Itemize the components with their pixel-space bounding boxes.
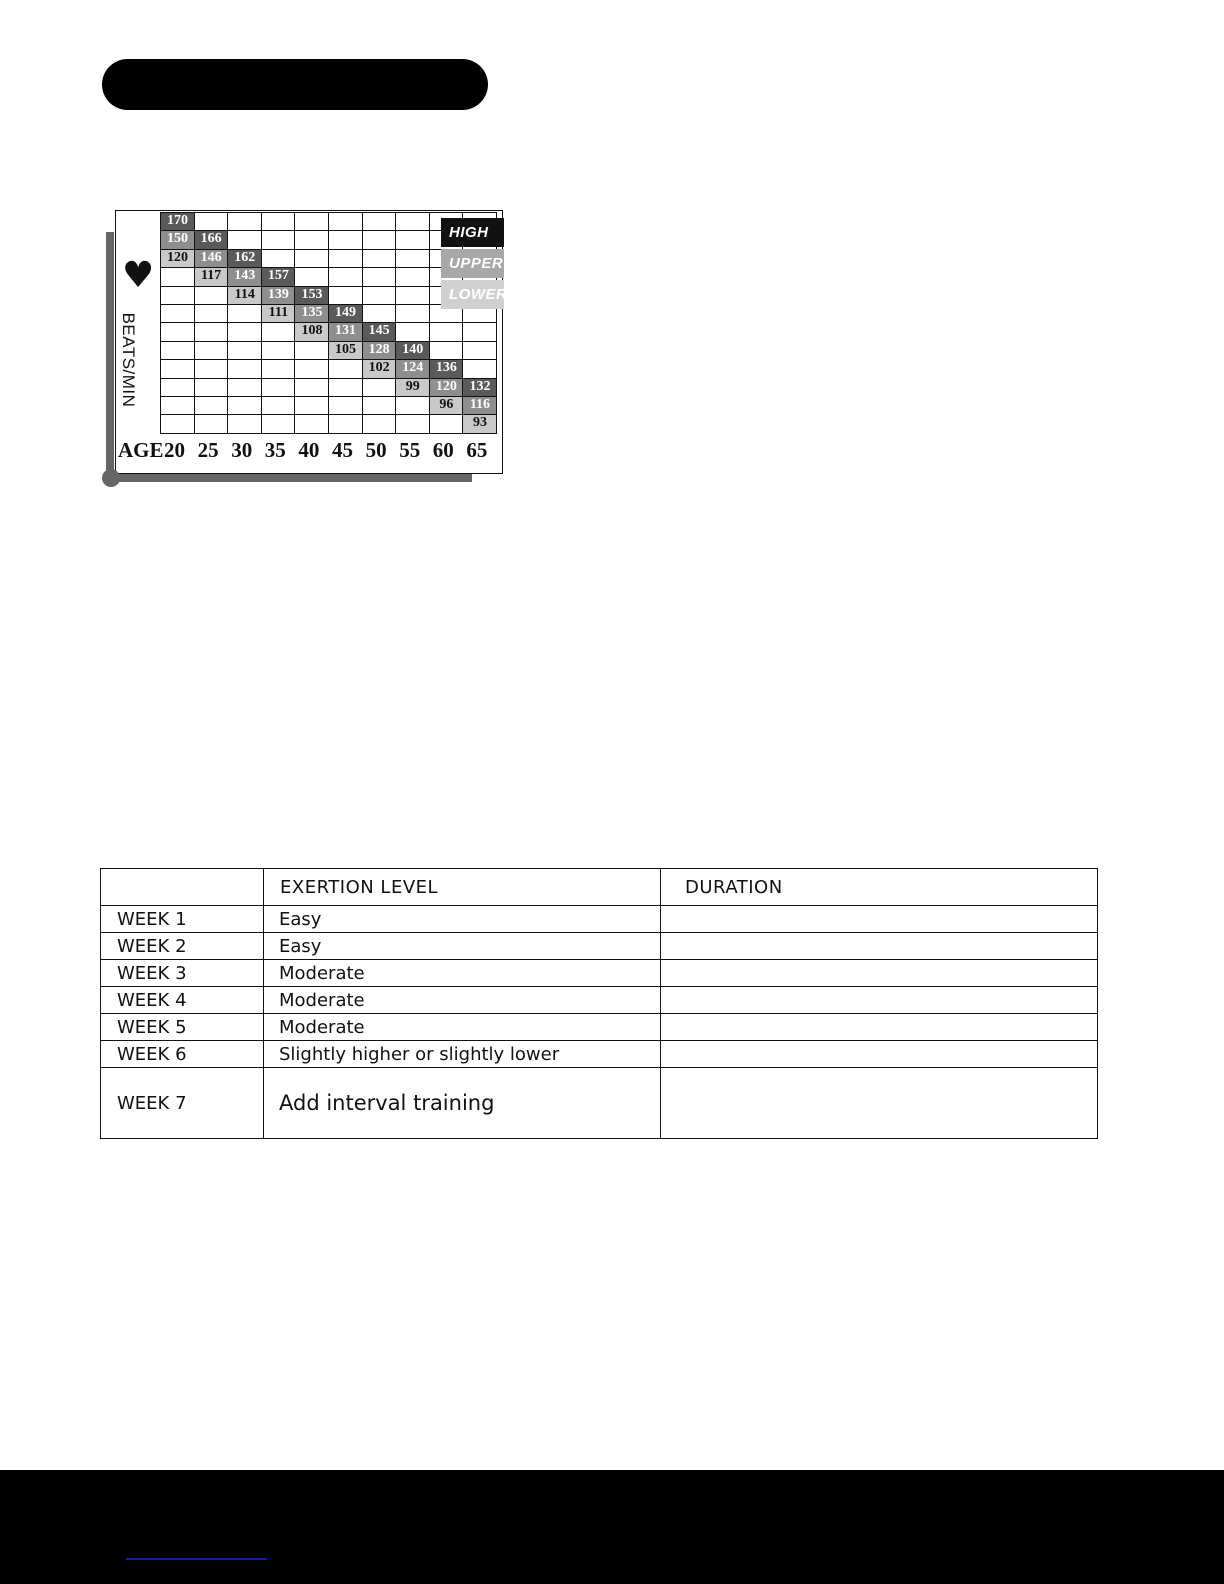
exercise-plan-table — [100, 868, 1098, 1139]
y-axis-label: BEATS/MIN — [119, 312, 138, 408]
grid-cell — [462, 322, 497, 342]
hr-cell-upper: 120 — [429, 378, 464, 398]
hr-cell-upper: 139 — [261, 286, 296, 306]
week-cell: WEEK 1 — [101, 906, 264, 933]
grid-cell — [261, 378, 296, 398]
grid-cell — [328, 359, 363, 379]
hr-cell-high: 170 — [160, 212, 195, 232]
footer-bar — [0, 1470, 1224, 1584]
exertion-cell: Moderate — [264, 987, 661, 1014]
x-tick-label: 50 — [365, 438, 387, 462]
grid-cell — [261, 212, 296, 232]
x-tick-label: 40 — [298, 438, 320, 462]
table-row — [101, 933, 1098, 960]
grid-cell — [362, 378, 397, 398]
heart-rate-chart — [100, 208, 510, 493]
header-exertion-level: EXERTION LEVEL — [264, 869, 661, 906]
grid-cell — [261, 249, 296, 269]
grid-cell — [395, 286, 430, 306]
grid-cell — [328, 267, 363, 287]
grid-cell — [429, 322, 464, 342]
hr-cell-lower: 99 — [395, 378, 430, 398]
grid-cell — [194, 359, 229, 379]
grid-cell — [328, 212, 363, 232]
duration-cell — [661, 933, 1098, 960]
exertion-cell: Moderate — [264, 960, 661, 987]
grid-cell — [294, 378, 329, 398]
grid-cell — [395, 396, 430, 416]
legend-lower: LOWER — [441, 280, 504, 309]
hr-cell-upper: 131 — [328, 322, 363, 342]
grid-cell — [328, 396, 363, 416]
grid-cell — [227, 396, 262, 416]
duration-cell — [661, 1068, 1098, 1139]
legend-upper: UPPER — [441, 249, 504, 278]
grid-cell — [362, 304, 397, 324]
duration-cell — [661, 1014, 1098, 1041]
hr-cell-upper: 124 — [395, 359, 430, 379]
grid-cell — [294, 267, 329, 287]
x-tick-label: 55 — [399, 438, 421, 462]
duration-cell — [661, 1041, 1098, 1068]
hr-cell-lower: 117 — [194, 267, 229, 287]
grid-cell — [294, 414, 329, 434]
hr-cell-lower: 114 — [227, 286, 262, 306]
grid-cell — [362, 396, 397, 416]
section-title-bar — [102, 59, 488, 110]
table-row — [101, 1068, 1098, 1139]
hr-cell-upper: 116 — [462, 396, 497, 416]
grid-cell — [227, 359, 262, 379]
grid-cell — [227, 322, 262, 342]
grid-cell — [160, 322, 195, 342]
hr-cell-upper: 135 — [294, 304, 329, 324]
grid-cell — [328, 249, 363, 269]
grid-cell — [395, 249, 430, 269]
hr-cell-high: 145 — [362, 322, 397, 342]
grid-cell — [227, 341, 262, 361]
grid-cell — [160, 396, 195, 416]
hr-cell-high: 162 — [227, 249, 262, 269]
hr-cell-high: 136 — [429, 359, 464, 379]
table-row — [101, 1041, 1098, 1068]
hr-cell-high: 157 — [261, 267, 296, 287]
grid-cell — [362, 249, 397, 269]
exertion-cell: Slightly higher or slightly lower — [264, 1041, 661, 1068]
legend-high: HIGH — [441, 218, 504, 247]
hr-cell-lower: 111 — [261, 304, 296, 324]
week-cell: WEEK 2 — [101, 933, 264, 960]
grid-cell — [261, 396, 296, 416]
grid-cell — [194, 322, 229, 342]
table-row — [101, 987, 1098, 1014]
x-axis-label: AGE — [118, 438, 164, 462]
grid-cell — [462, 359, 497, 379]
hr-cell-upper: 146 — [194, 249, 229, 269]
x-tick-label: 65 — [466, 438, 488, 462]
hr-cell-high: 166 — [194, 230, 229, 250]
grid-cell — [227, 378, 262, 398]
x-tick-label: 60 — [432, 438, 454, 462]
grid-cell — [395, 414, 430, 434]
grid-cell — [294, 230, 329, 250]
grid-cell — [160, 378, 195, 398]
grid-cell — [395, 230, 430, 250]
x-tick-label: 20 — [164, 438, 185, 462]
table-row — [101, 960, 1098, 987]
grid-cell — [328, 286, 363, 306]
duration-cell — [661, 906, 1098, 933]
exertion-cell: Easy — [264, 933, 661, 960]
grid-cell — [160, 304, 195, 324]
x-tick-label: 25 — [197, 438, 219, 462]
x-tick-label: 30 — [231, 438, 253, 462]
hr-cell-lower: 105 — [328, 341, 363, 361]
grid-cell — [328, 378, 363, 398]
hr-cell-high: 153 — [294, 286, 329, 306]
week-cell: WEEK 4 — [101, 987, 264, 1014]
grid-cell — [362, 212, 397, 232]
grid-cell — [429, 341, 464, 361]
grid-cell — [294, 341, 329, 361]
exertion-cell: Easy — [264, 906, 661, 933]
hr-cell-lower: 108 — [294, 322, 329, 342]
grid-cell — [462, 341, 497, 361]
table-header-row — [101, 869, 1098, 906]
grid-cell — [194, 212, 229, 232]
week-cell: WEEK 7 — [101, 1068, 264, 1139]
hr-cell-upper: 150 — [160, 230, 195, 250]
grid-cell — [194, 341, 229, 361]
grid-cell — [261, 414, 296, 434]
y-axis-bar — [106, 232, 114, 480]
hr-cell-lower: 120 — [160, 249, 195, 269]
week-cell: WEEK 5 — [101, 1014, 264, 1041]
grid-cell — [227, 212, 262, 232]
grid-cell — [160, 414, 195, 434]
footer-link-underline — [126, 1558, 267, 1560]
hr-cell-high: 140 — [395, 341, 430, 361]
grid-cell — [362, 286, 397, 306]
grid-cell — [395, 267, 430, 287]
grid-cell — [362, 230, 397, 250]
grid-cell — [160, 359, 195, 379]
hr-cell-upper: 143 — [227, 267, 262, 287]
grid-cell — [261, 322, 296, 342]
grid-cell — [227, 414, 262, 434]
grid-cell — [294, 249, 329, 269]
exertion-cell: Moderate — [264, 1014, 661, 1041]
x-axis-bar — [106, 474, 472, 482]
duration-cell — [661, 987, 1098, 1014]
axis-origin-dot — [102, 469, 120, 487]
grid-cell — [194, 304, 229, 324]
grid-cell — [294, 212, 329, 232]
grid-cell — [194, 378, 229, 398]
grid-cell — [362, 414, 397, 434]
grid-cell — [395, 304, 430, 324]
table-row — [101, 1014, 1098, 1041]
x-tick-label: 35 — [264, 438, 286, 462]
grid-cell — [395, 322, 430, 342]
grid-cell — [194, 286, 229, 306]
grid-cell — [328, 230, 363, 250]
week-cell: WEEK 6 — [101, 1041, 264, 1068]
grid-cell — [395, 212, 430, 232]
heart-icon: ♥ — [122, 255, 155, 296]
hr-cell-high: 132 — [462, 378, 497, 398]
grid-cell — [362, 267, 397, 287]
x-tick-label: 45 — [332, 438, 353, 462]
grid-cell — [429, 414, 464, 434]
hr-cell-lower: 93 — [462, 414, 497, 434]
chart-legend — [441, 218, 508, 311]
hr-cell-upper: 128 — [362, 341, 397, 361]
grid-cell — [328, 414, 363, 434]
grid-cell — [261, 341, 296, 361]
grid-cell — [160, 286, 195, 306]
grid-cell — [227, 230, 262, 250]
grid-cell — [194, 396, 229, 416]
table-row — [101, 906, 1098, 933]
header-duration: DURATION — [661, 869, 1098, 906]
header-week — [101, 869, 264, 906]
grid-cell — [261, 230, 296, 250]
duration-cell — [661, 960, 1098, 987]
hr-cell-lower: 96 — [429, 396, 464, 416]
grid-cell — [294, 396, 329, 416]
grid-cell — [194, 414, 229, 434]
grid-cell — [160, 341, 195, 361]
grid-cell — [294, 359, 329, 379]
grid-cell — [261, 359, 296, 379]
grid-cell — [227, 304, 262, 324]
hr-cell-high: 149 — [328, 304, 363, 324]
week-cell: WEEK 3 — [101, 960, 264, 987]
exertion-cell: Add interval training — [264, 1068, 661, 1139]
hr-cell-lower: 102 — [362, 359, 397, 379]
grid-cell — [160, 267, 195, 287]
